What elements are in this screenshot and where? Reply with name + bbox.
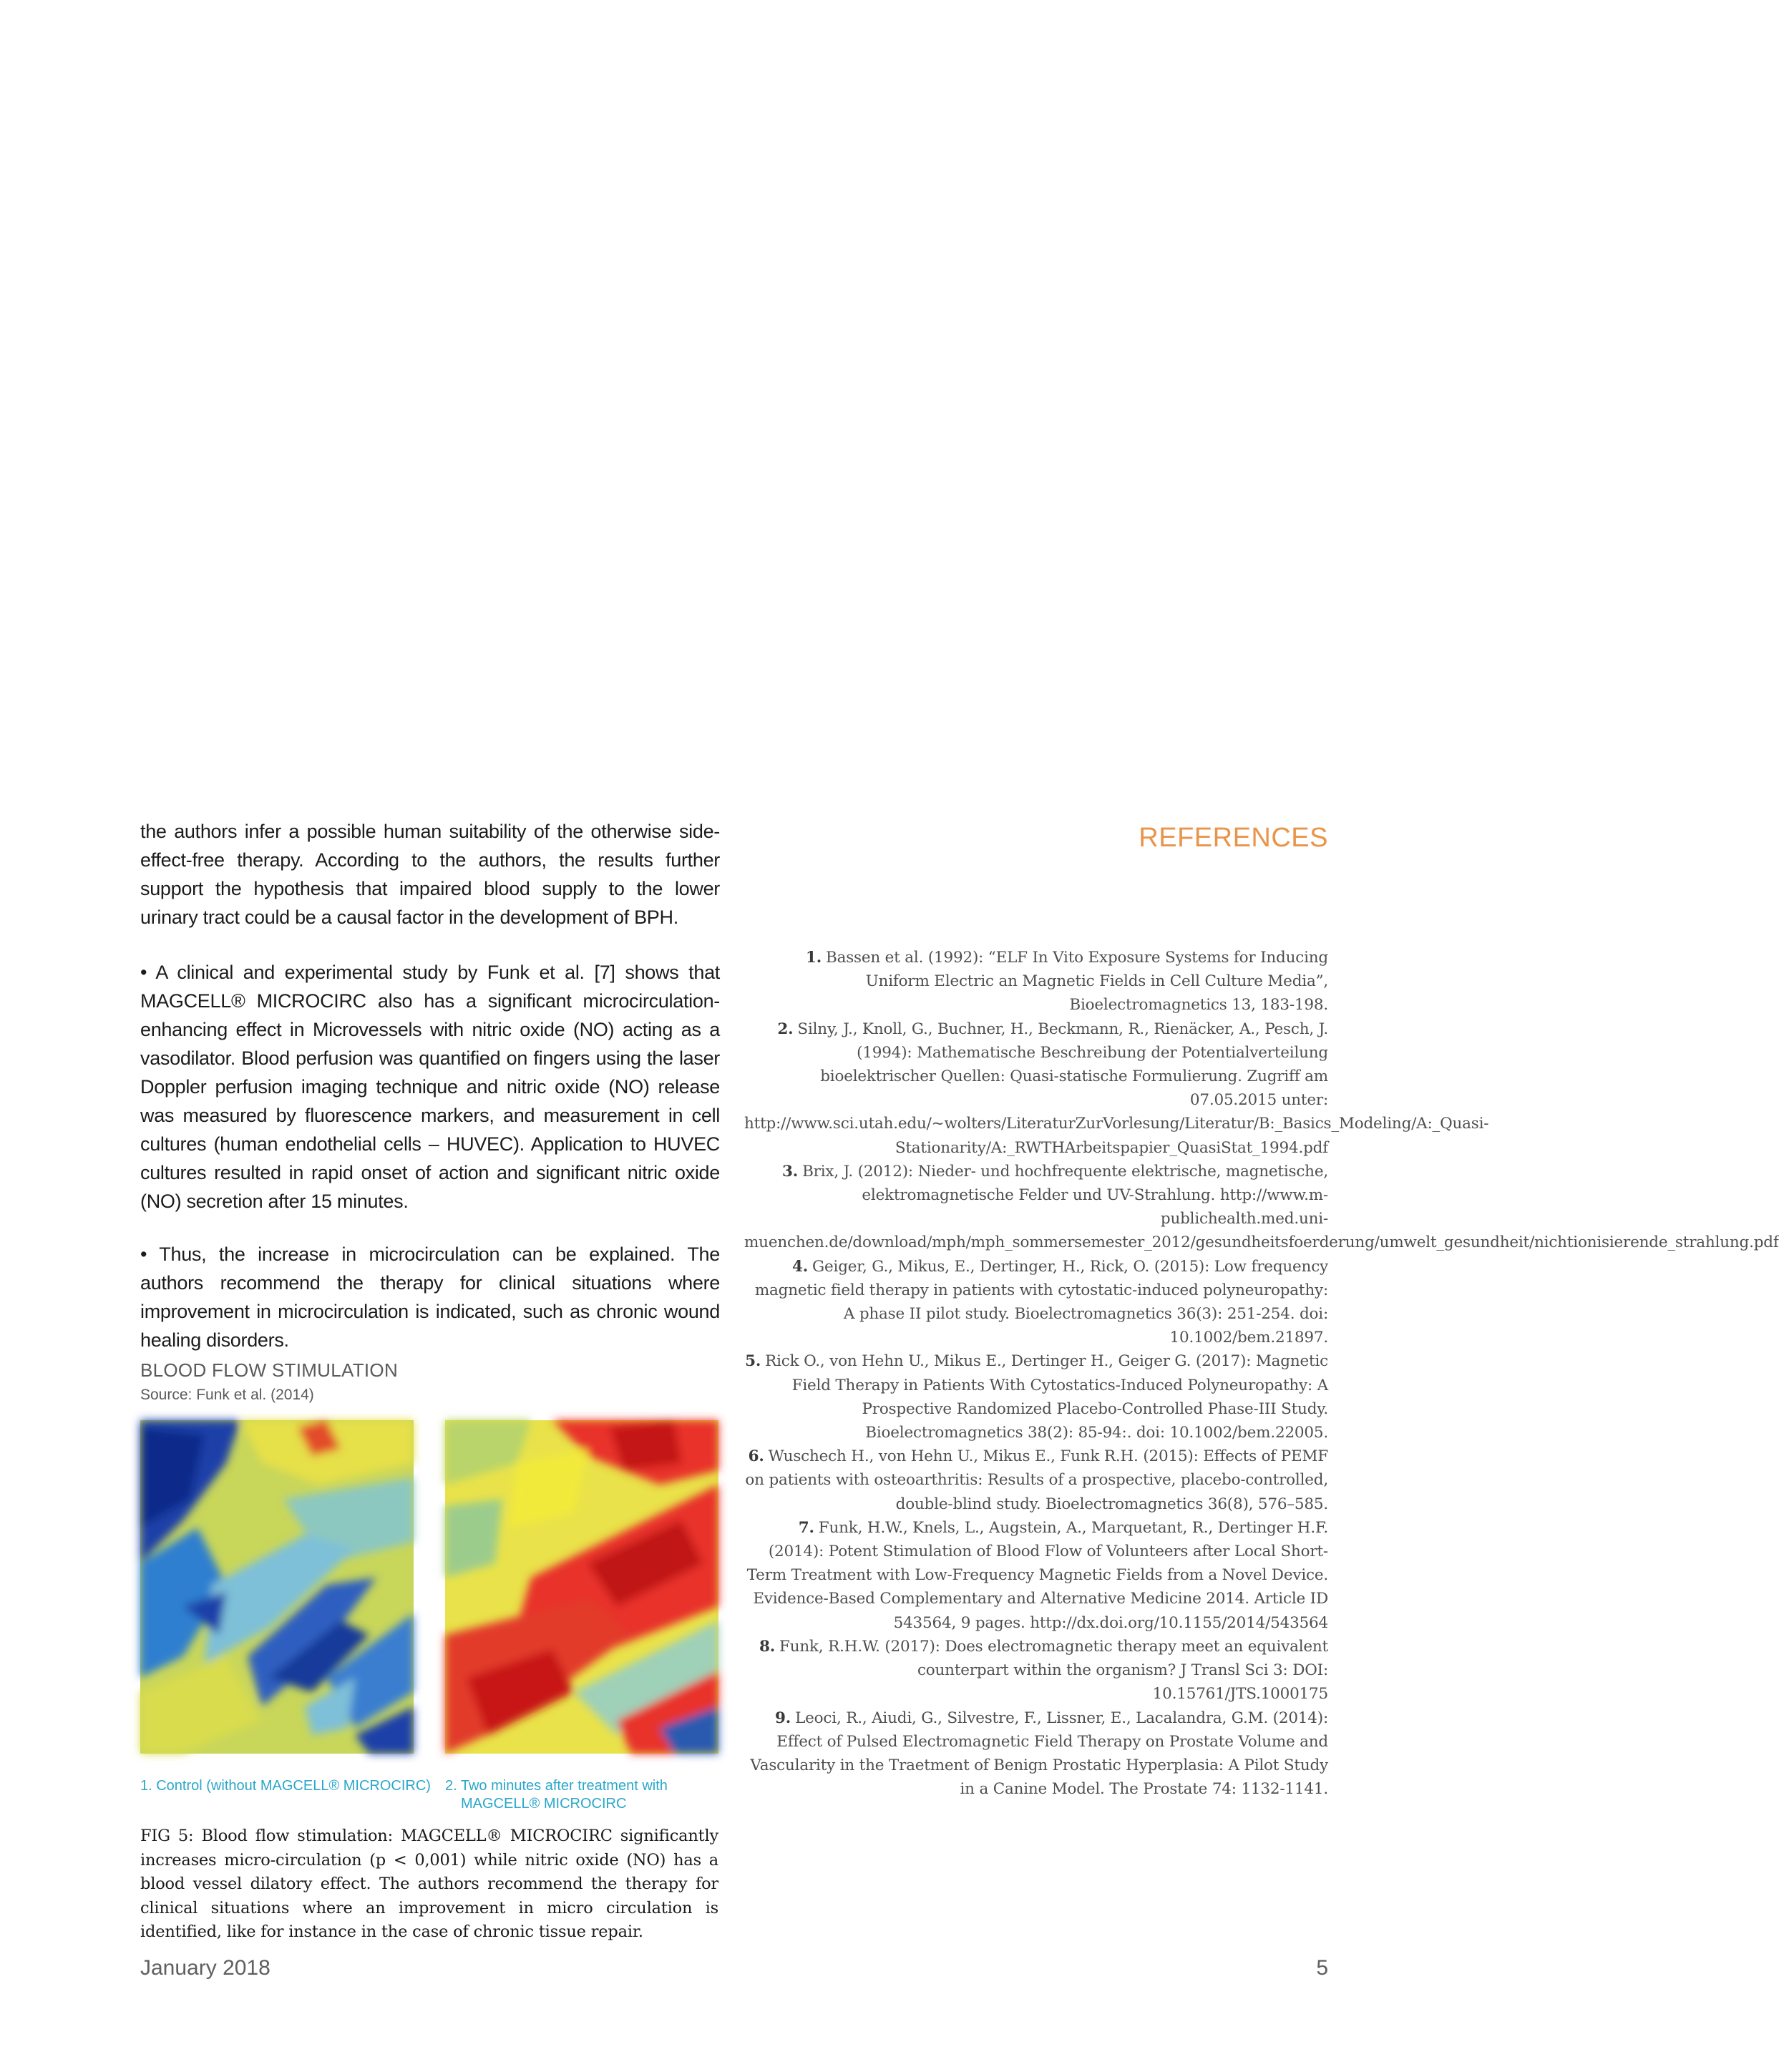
reference-item xyxy=(744,1160,1779,1255)
reference-text: Brix, J. (2012): Nieder- und hochfrequente elektrische, magnetische, elektromagnetische Felder und UV-Strahlung. http://www.m-publichealth.med.uni-muenchen.de/download/mph/mph_sommersemester_2012/gesundheitsfoerderung/umwelt_gesundheit/nichtionisierende_strahlung.pdf xyxy=(744,1162,1779,1252)
reference-number: 4. xyxy=(792,1257,809,1276)
body-paragraph-2: • A clinical and experimental study by Funk et al. [7] shows that MAGCELL® MICROCIRC also has a significant microcirculation-enhancing effect in Microvessels with nitric oxide (NO) acting as a vasodilator. Blood perfusion was quantified on fingers using the laser Doppler perfusion imaging technique and nitric oxide (NO) release was measured by fluorescence markers, and measurement in cell cultures (human endothelial cells – HUVEC). Application to HUVEC cultures resulted in rapid onset of action and significant nitric oxide (NO) secretion after 15 minutes. xyxy=(140,962,720,1212)
heatmap-control-image xyxy=(140,1420,414,1754)
reference-text: Geiger, G., Mikus, E., Dertinger, H., Rick, O. (2015): Low frequency magnetic field therapy in patients with cytostatic-induced polyneuropathy: A phase II pilot study. Bioelectromagnetics 36(3): 251-254. doi: 10.1002/bem.21897. xyxy=(754,1257,1328,1347)
reference-item xyxy=(744,1516,1328,1635)
reference-item xyxy=(744,1635,1328,1706)
reference-text: Funk, H.W., Knels, L., Augstein, A., Marquetant, R., Dertinger H.F. (2014): Potent Stimulation of Blood Flow of Volunteers after Local Short-Term Treatment with Low-Frequency Magnetic Fields from a Novel Device. Evidence-Based Complementary and Alternative Medicine 2014. Article ID 543564, 9 pages. http://dx.doi.org/10.1155/2014/543564 xyxy=(746,1518,1328,1632)
reference-item xyxy=(744,946,1328,1017)
figure-label-after-treatment xyxy=(445,1777,731,1813)
reference-number: 9. xyxy=(775,1709,791,1727)
reference-text: Wuschech H., von Hehn U., Mikus E., Funk R.H. (2015): Effects of PEMF on patients with osteoarthritis: Results of a prospective, placebo-controlled, double-blind study. Bioelectromagnetics 36(8), 576–585. xyxy=(745,1447,1328,1513)
page-number: 5 xyxy=(1316,1956,1328,1980)
figure-title: BLOOD FLOW STIMULATION xyxy=(140,1359,399,1381)
reference-number: 7. xyxy=(798,1518,814,1537)
reference-text: Leoci, R., Aiudi, G., Silvestre, F., Lissner, E., Lacalandra, G.M. (2014): Effect of Pulsed Electromagnetic Field Therapy on Prostate Volume and Vascularity in the Traetment of Benign Prostatic Hyperplasia: A Pilot Study in a Canine Model. The Prostate 74: 1132-1141. xyxy=(750,1709,1328,1799)
reference-item xyxy=(744,1255,1328,1350)
figure-label-control: 1. Control (without MAGCELL® MICROCIRC) xyxy=(140,1778,431,1794)
reference-item xyxy=(744,1706,1328,1802)
figure-label-after-line2: MAGCELL® MICROCIRC xyxy=(461,1796,627,1812)
figure-label-after-line1: 2. Two minutes after treatment with xyxy=(445,1778,668,1794)
reference-number: 6. xyxy=(748,1447,764,1466)
reference-number: 2. xyxy=(777,1020,794,1038)
reference-number: 5. xyxy=(745,1352,761,1371)
reference-number: 8. xyxy=(759,1637,776,1656)
reference-text: Funk, R.H.W. (2017): Does electromagnetic therapy meet an equivalent counterpart within the organism? J Transl Sci 3: DOI: 10.15761/JTS.1000175 xyxy=(779,1637,1328,1704)
reference-item xyxy=(744,1349,1328,1445)
heatmap-after-treatment-image xyxy=(445,1420,718,1754)
figure-source: Source: Funk et al. (2014) xyxy=(140,1387,314,1403)
reference-text: Rick O., von Hehn U., Mikus E., Dertinger H., Geiger G. (2017): Magnetic Field Therapy in Patients With Cytostatics-Induced Polyneuropathy: A Prospective Randomized Placebo-Controlled Phase-III Study. Bioelectromagnetics 38(2): 85-94:. doi: 10.1002/bem.22005. xyxy=(765,1352,1328,1442)
reference-text: Silny, J., Knoll, G., Buchner, H., Beckmann, R., Rienäcker, A., Pesch, J. (1994): Mathematische Beschreibung der Potentialverteilung bioelektrischer Quellen: Quasi-statische Formulierung. Zugriff am 07.05.2015 unter: http://www.sci.utah.edu/~wolters/LiteraturZurVorlesung/Literatur/B:_Basics_Modeling/A:_Quasi-Stationarity/A:_RWTHArbeitspapier_QuasiStat_1994.pdf xyxy=(744,1020,1489,1157)
references-heading: REFERENCES xyxy=(1139,823,1328,853)
reference-item xyxy=(744,1445,1328,1516)
body-paragraph-1: the authors infer a possible human suitability of the otherwise side-effect-free therapy. According to the authors, the results further support the hypothesis that impaired blood supply to the lower urinary tract could be a causal factor in the development of BPH. xyxy=(140,821,720,928)
footer-date: January 2018 xyxy=(140,1956,270,1980)
references-list xyxy=(744,946,1779,1801)
reference-number: 1. xyxy=(805,949,822,967)
reference-text: Bassen et al. (1992): “ELF In Vito Exposure Systems for Inducing Uniform Electric an Magnetic Fields in Cell Culture Media”, Bioelectromagnetics 13, 183-198. xyxy=(825,949,1328,1015)
figure-caption: FIG 5: Blood flow stimulation: MAGCELL® MICROCIRC significantly increases micro-circulation (p < 0,001) while nitric oxide (NO) has a blood vessel dilatory effect. The authors recommend the therapy for clinical situations where an improvement in micro circulation is identified, like for instance in the case of chronic tissue repair. xyxy=(140,1827,718,1941)
reference-item xyxy=(744,1017,1489,1160)
body-paragraph-3: • Thus, the increase in microcirculation can be explained. The authors recommend the therapy for clinical situations where improvement in microcirculation is indicated, such as chronic wound healing disorders. xyxy=(140,1243,720,1351)
reference-number: 3. xyxy=(782,1162,799,1181)
